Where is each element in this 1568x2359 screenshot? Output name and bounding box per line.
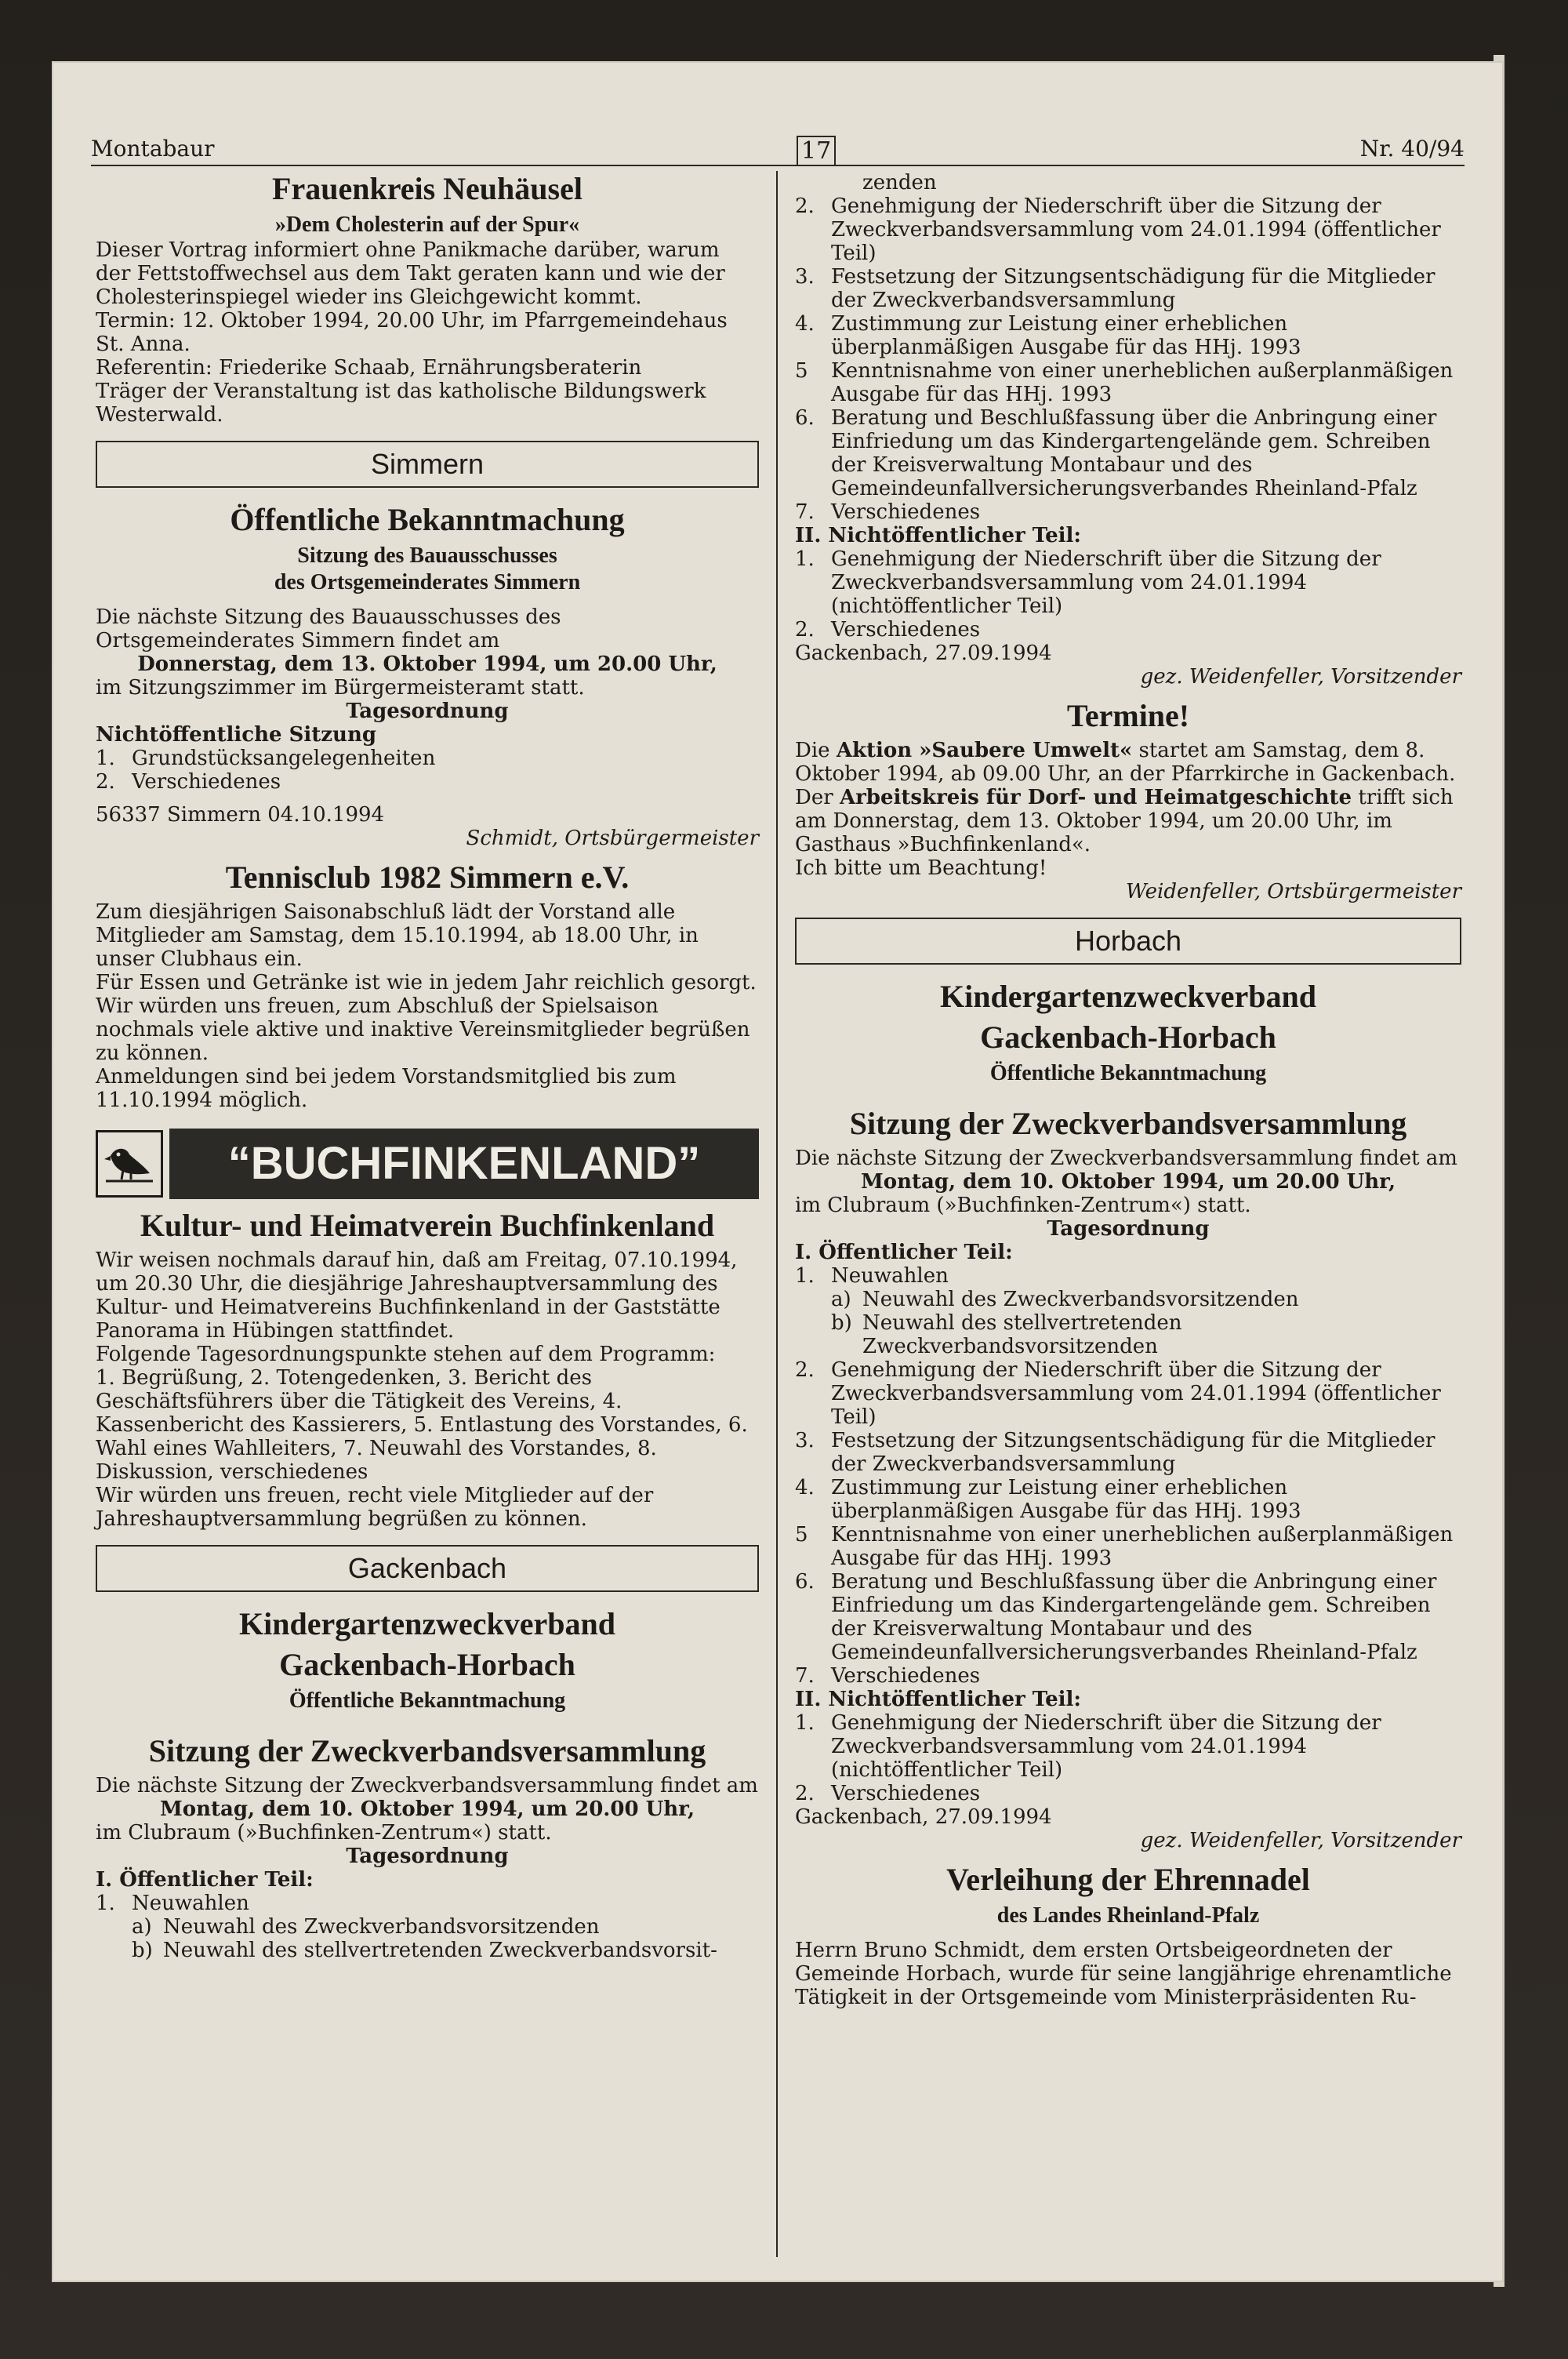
bird-logo-icon (96, 1130, 163, 1198)
continued-word: zenden (862, 171, 937, 194)
kiga-title1: Kindergartenzweckverband (239, 1606, 615, 1641)
list-item: 2. Verschiedenes (795, 618, 981, 642)
bekanntmachung-sub2: des Ortsgemeinderates Simmern (274, 570, 581, 594)
ehrennadel-text: Herrn Bruno Schmidt, dem ersten Ortsbeigeordneten der Gemeinde Horbach, wurde für seine langjährige ehrenamtliche Tätigkeit in der Ortsgemeinde vom Ministerpräsidenten Ru- (795, 1939, 1452, 2009)
kiga2-intro: Die nächste Sitzung der Zweckverbandsversammlung findet am (795, 1147, 1457, 1170)
list-item: 7. Verschiedenes (795, 1664, 981, 1688)
left-column (96, 171, 759, 1962)
list-item: 2. Verschiedenes (795, 1782, 981, 1805)
list-item: 6. Beratung und Beschlußfassung über die Anbringung einer Einfriedung um das Kindergartengelände gem. Schreiben der Kreisverwaltung Montabaur und des Gemeindeunfallversicherungsverbandes Rheinland-Pfalz (795, 1570, 1437, 1664)
list-item: 4. Zustimmung zur Leistung einer erheblichen überplanmäßigen Ausgabe für das HHj. 1993 (795, 312, 1301, 359)
section2-heading: II. Nichtöffentlicher Teil: (795, 524, 1081, 547)
list-item: 3. Festsetzung der Sitzungsentschädigung für die Mitglieder der Zweckverbandsversammlung (795, 1429, 1436, 1476)
issue-number: Nr. 40/94 (1359, 136, 1465, 162)
kultur-text: Folgende Tagesordnungspunkte stehen auf dem Programm: (96, 1343, 716, 1366)
list-item: 5 Kenntnisnahme von einer unerheblichen außerplanmäßigen Ausgabe für das HHj. 1993 (795, 1523, 1454, 1570)
list-item: 2. Genehmigung der Niederschrift über die Sitzung der Zweckverbandsversammlung vom 24.01.1994 (öffentlicher Teil) (795, 194, 1441, 265)
bekanntmachung-title: Öffentliche Bekanntmachung (230, 502, 625, 537)
right-column (795, 171, 1461, 2009)
page-number: 17 (797, 136, 836, 166)
list-item: 1. Neuwahlen (96, 1892, 249, 1915)
kiga2-agenda-nonpublic (795, 1711, 1461, 1805)
ehrennadel-sub: des Landes Rheinland-Pfalz (996, 1903, 1260, 1928)
list-item: 6. Beratung und Beschlußfassung über die Anbringung einer Einfriedung um das Kindergartengelände gem. Schreiben der Kreisverwaltung Montabaur und des Gemeindeunfallversicherungsverbandes Rheinland-Pfalz (795, 406, 1437, 500)
banner-title: “BUCHFINKENLAND” (169, 1129, 759, 1199)
kiga2-title1: Kindergartenzweckverband (940, 979, 1316, 1014)
kiga2-heading: Sitzung der Zweckverbandsversammlung (849, 1106, 1407, 1141)
kultur-text: Wir würden uns freuen, recht viele Mitglieder auf der Jahreshauptversammlung begrüßen zu können. (96, 1484, 654, 1531)
bekanntmachung-section: Nichtöffentliche Sitzung (96, 723, 377, 747)
tennis-text: Zum diesjährigen Saisonabschluß lädt der Vorstand alle Mitglieder am Samstag, dem 15.10.1994, ab 18.00 Uhr, in unser Clubhaus ein. (96, 900, 699, 971)
kiga-agenda-head: Tagesordnung (346, 1845, 509, 1868)
kiga-section1: I. Öffentlicher Teil: (96, 1868, 314, 1892)
kiga2-place: im Clubraum (»Buchfinken-Zentrum«) statt. (795, 1194, 1251, 1217)
header-town: Montabaur (91, 136, 215, 162)
termine-arbeitskreis: Der Arbeitskreis für Dorf- und Heimatgeschichte trifft sich am Donnerstag, dem 13. Oktober 1994, um 20.00 Uhr, im Gasthaus »Buchfinkenland«. (795, 786, 1454, 856)
tennis-title: Tennisclub 1982 Simmern e.V. (225, 860, 630, 895)
kultur-text: Wir weisen nochmals darauf hin, daß am Freitag, 07.10.1994, um 20.30 Uhr, die diesjährige Jahreshauptversammlung des Kultur- und Heimatvereins Buchfinkenland in der Gaststätte Panorama in Hübingen stattfindet. (96, 1249, 738, 1343)
kultur-text: 1. Begrüßung, 2. Totengedenken, 3. Bericht des Geschäftsführers über die Tätigkeit des Vereins, 4. Kassenbericht des Kassierers, 5. Entlastung des Vorstandes, 6. Wahl eines Wahlleiters, 7. Neuwahl des Vorstandes, 8. Diskussion, verschiedenes (96, 1366, 748, 1484)
bekanntmachung-agenda (96, 747, 759, 794)
kultur-title: Kultur- und Heimatverein Buchfinkenland (140, 1208, 715, 1243)
kiga2-title2: Gackenbach-Horbach (980, 1020, 1276, 1055)
frauenkreis-title: Frauenkreis Neuhäusel (272, 171, 583, 206)
kiga-date: Montag, dem 10. Oktober 1994, um 20.00 Uhr, (159, 1797, 695, 1821)
kiga2-signature: gez. Weidenfeller, Vorsitzender (1140, 1829, 1461, 1852)
list-item: a) Neuwahl des Zweckverbandsvorsitzenden (132, 1915, 600, 1939)
list-item: b) Neuwahl des stellvertretenden Zweckverbandsvorsit- (132, 1939, 717, 1962)
list-item: 1. Grundstücksangelegenheiten (96, 747, 436, 770)
agenda-continued (795, 194, 1461, 524)
kiga-place: im Clubraum (»Buchfinken-Zentrum«) statt. (96, 1821, 552, 1845)
kiga2-date: Montag, dem 10. Oktober 1994, um 20.00 Uhr, (860, 1170, 1396, 1194)
list-item: 3. Festsetzung der Sitzungsentschädigung für die Mitglieder der Zweckverbandsversammlung (795, 265, 1436, 312)
frauenkreis-termin: Termin: 12. Oktober 1994, 20.00 Uhr, im Pfarrgemeindehaus St. Anna. (96, 309, 728, 356)
kiga-sub: Öffentliche Bekanntmachung (289, 1688, 566, 1713)
kiga2-agenda (795, 1264, 1461, 1688)
termine-aktion: Die Aktion »Saubere Umwelt« startet am Samstag, dem 8. Oktober 1994, ab 09.00 Uhr, an der Pfarrkirche in Gackenbach. (795, 739, 1456, 786)
kiga-agenda (96, 1892, 759, 1962)
tennis-text: Anmeldungen sind bei jedem Vorstandsmitglied bis zum 11.10.1994 möglich. (96, 1065, 677, 1112)
signature: gez. Weidenfeller, Vorsitzender (1140, 665, 1461, 689)
kiga-intro: Die nächste Sitzung der Zweckverbandsversammlung findet am (96, 1774, 758, 1797)
list-item: 1. Neuwahlen (795, 1264, 949, 1288)
frauenkreis-text: Dieser Vortrag informiert ohne Panikmache darüber, warum der Fettstoffwechsel aus dem Takt geraten kann und wie der Cholesterinspiegel wieder ins Gleichgewicht kommt. (96, 238, 725, 309)
bekanntmachung-signature: Schmidt, Ortsbürgermeister (466, 827, 759, 850)
frauenkreis-referentin: Referentin: Friederike Schaab, Ernährungsberaterin (96, 356, 642, 380)
bekanntmachung-agenda-head: Tagesordnung (346, 700, 509, 723)
list-item: 2. Verschiedenes (96, 770, 281, 794)
newspaper-page (52, 61, 1504, 2282)
section-box-horbach: Horbach (795, 918, 1461, 965)
termine-title: Termine! (1066, 698, 1190, 733)
list-item: a) Neuwahl des Zweckverbandsvorsitzenden (831, 1288, 1299, 1311)
section-box-simmern: Simmern (96, 441, 759, 488)
kiga-title2: Gackenbach-Horbach (279, 1647, 575, 1682)
kiga2-place-date: Gackenbach, 27.09.1994 (795, 1805, 1052, 1829)
buchfinkenland-banner (96, 1128, 759, 1200)
tennis-text: Für Essen und Getränke ist wie in jedem Jahr reichlich gesorgt. (96, 971, 757, 994)
termine-signature: Weidenfeller, Ortsbürgermeister (1126, 880, 1461, 903)
running-header (91, 133, 1465, 166)
bekanntmachung-intro: Die nächste Sitzung des Bauausschusses des Ortsgemeinderates Simmern findet am (96, 605, 561, 652)
ehrennadel-title: Verleihung der Ehrennadel (946, 1862, 1310, 1897)
list-item: b) Neuwahl des stellvertretenden Zweckverbandsvorsitzenden (831, 1311, 1182, 1358)
tennis-text: Wir würden uns freuen, zum Abschluß der Spielsaison nochmals viele aktive und inaktive Vereinsmitglieder begrüßen zu können. (96, 994, 750, 1065)
column-divider (776, 171, 778, 2257)
list-item: 1. Genehmigung der Niederschrift über die Sitzung der Zweckverbandsversammlung vom 24.01.1994 (nichtöffentlicher Teil) (795, 547, 1381, 618)
agenda-nonpublic (795, 547, 1461, 642)
kiga2-agenda-head: Tagesordnung (1047, 1217, 1210, 1241)
kiga2-section2: II. Nichtöffentlicher Teil: (795, 1688, 1081, 1711)
termine-note: Ich bitte um Beachtung! (795, 856, 1047, 880)
bekanntmachung-sub1: Sitzung des Bauausschusses (297, 543, 557, 568)
list-item: 2. Genehmigung der Niederschrift über die Sitzung der Zweckverbandsversammlung vom 24.01.1994 (öffentlicher Teil) (795, 1358, 1441, 1429)
bekanntmachung-place-date: 56337 Simmern 04.10.1994 (96, 803, 385, 827)
list-item: 1. Genehmigung der Niederschrift über die Sitzung der Zweckverbandsversammlung vom 24.01.1994 (nichtöffentlicher Teil) (795, 1711, 1381, 1782)
list-item: 5 Kenntnisnahme von einer unerheblichen außerplanmäßigen Ausgabe für das HHj. 1993 (795, 359, 1454, 406)
frauenkreis-traeger: Träger der Veranstaltung ist das katholische Bildungswerk Westerwald. (96, 380, 706, 427)
place-date: Gackenbach, 27.09.1994 (795, 642, 1052, 665)
kiga2-section1: I. Öffentlicher Teil: (795, 1241, 1013, 1264)
kiga2-sub: Öffentliche Bekanntmachung (989, 1061, 1267, 1085)
kiga-heading: Sitzung der Zweckverbandsversammlung (148, 1733, 706, 1768)
bekanntmachung-place: im Sitzungszimmer im Bürgermeisteramt statt. (96, 676, 585, 700)
list-item: 7. Verschiedenes (795, 500, 981, 524)
frauenkreis-subtitle: »Dem Cholesterin auf der Spur« (274, 213, 580, 237)
list-item: 4. Zustimmung zur Leistung einer erheblichen überplanmäßigen Ausgabe für das HHj. 1993 (795, 1476, 1301, 1523)
section-box-gackenbach: Gackenbach (96, 1545, 759, 1592)
bekanntmachung-date: Donnerstag, dem 13. Oktober 1994, um 20.00 Uhr, (137, 652, 717, 676)
